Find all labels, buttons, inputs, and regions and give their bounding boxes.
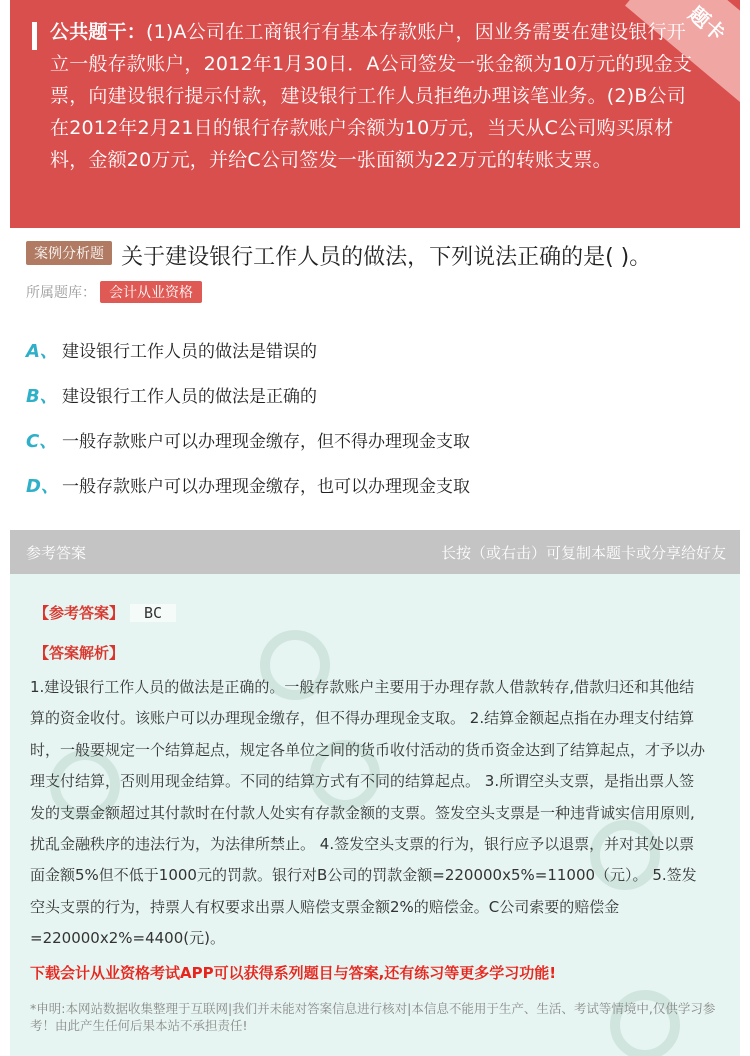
disclaimer: *申明:本网站数据收集整理于互联网|我们并未能对答案信息进行核对|本信息不能用于生产、生活、考试等情境中,仅供学习参考！由此产生任何后果本站不承担责任! [30,1001,716,1033]
option-text: 一般存款账户可以办理现金缴存，但不得办理现金支取 [62,432,470,452]
reference-answer-label: 【参考答案】 [34,604,125,622]
option-letter: C、 [26,431,58,452]
option-text: 建设银行工作人员的做法是正确的 [62,387,317,407]
stem-label: 公共题干： [50,21,147,43]
bank-label: 所属题库： [26,285,96,301]
option-text: 一般存款账户可以办理现金缴存，也可以办理现金支取 [62,477,470,497]
answer-header-title: 参考答案 [26,544,87,562]
option-c[interactable] [26,427,470,453]
question-stem-panel [10,0,740,228]
question-text: 关于建设银行工作人员的做法，下列说法正确的是( )。 [121,245,652,270]
answer-header [10,530,740,574]
reference-answer-value: BC [130,604,176,622]
bank-tag[interactable]: 会计从业资格 [100,281,202,303]
app-promo-link[interactable]: 下载会计从业资格考试APP可以获得系列题目与答案,还有练习等更多学习功能! [30,964,557,982]
option-d[interactable] [26,472,470,498]
question-bank-row [26,281,202,303]
option-letter: D、 [26,476,59,497]
corner-label: 题卡 [684,1,731,46]
stem-body: (1)A公司在工商银行有基本存款账户，因业务需要在建设银行开立一般存款账户，2012年1月30日．A公司签发一张金额为10万元的现金支票，向建设银行提示付款，建设银行工作人员拒绝办理该笔业务。(2)B公司在2012年2月21日的银行存款账户余额为10万元，当天从C公司购买原材料，金额20万元，并给C公司签发一张面额为22万元的转账支票。 [50,21,693,171]
answer-panel [10,530,740,1056]
option-a[interactable] [26,337,317,363]
option-letter: B、 [26,386,58,407]
analysis-label: 【答案解析】 [34,644,125,662]
option-text: 建设银行工作人员的做法是错误的 [62,342,317,362]
question-type-tag: 案例分析题 [26,241,112,265]
option-letter: A、 [26,341,58,362]
share-hint[interactable]: 长按（或右击）可复制本题卡或分享给好友 [440,544,726,562]
stem-text [50,16,700,176]
option-b[interactable] [26,382,317,408]
question-row [26,240,736,271]
stem-accent-bar [32,22,37,50]
analysis-text: 1.建设银行工作人员的做法是正确的。一般存款账户主要用于办理存款人借款转存,借款归还和其他结算的资金收付。该账户可以办理现金缴存，但不得办理现金支取。 2.结算金额起点指在办理支付结算时，一般要规定一个结算起点，规定各单位之间的货币收付活动的货币资金达到了结算起点，才予以办理支付结算，否则用现金结算。不同的结算方式有不同的结算起点。 3.所谓空头支票，是指出票人签发的支票金额超过其付款时在付款人处实有存款金额的支票。签发空头支票是一种违背诚实信用原则,扰乱金融秩序的违法行为，为法律所禁止。 4.签发空头支票的行为，银行应予以退票，并对其处以票面金额5%但不低于1000元的罚款。银行对B公司的罚款金额=220000x5%=11000（元）。 5.签发空头支票的行为，持票人有权要求出票人赔偿支票金额2%的赔偿金。C公司索要的赔偿金=220000x2%=4400(元)。 [30,678,706,948]
reference-answer-line [34,602,176,623]
